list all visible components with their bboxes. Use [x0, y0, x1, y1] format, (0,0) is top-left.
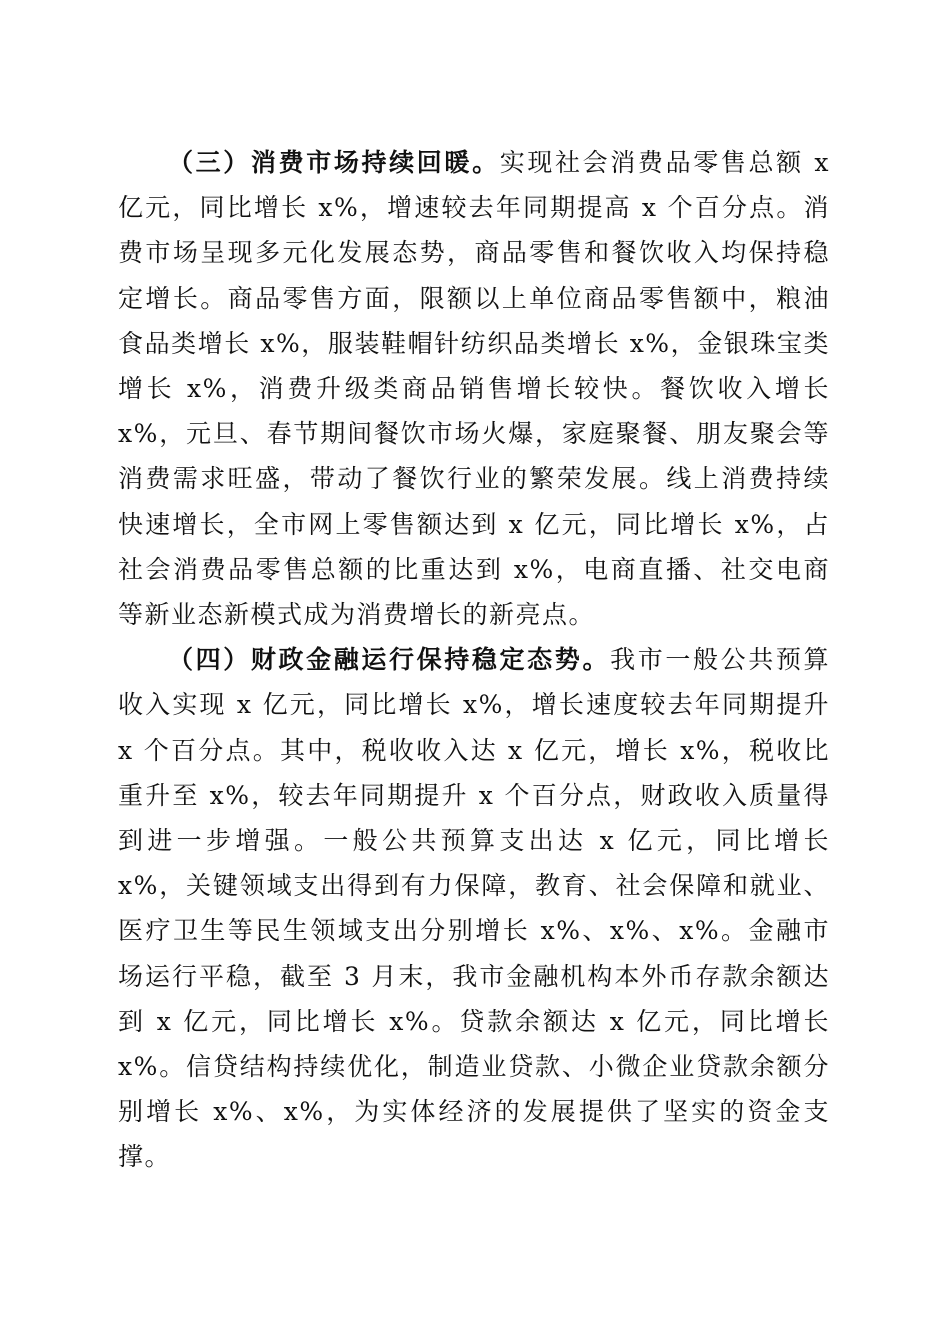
section-heading-fiscal-finance: （四）财政金融运行保持稳定态势。: [168, 645, 611, 675]
paragraph-consumer-market: [118, 140, 830, 637]
section-heading-consumer-market: （三）消费市场持续回暖。: [168, 148, 500, 177]
paragraph-body-fiscal-finance: 我市一般公共预算收入实现 x 亿元，同比增长 x%，增长速度较去年同期提升 x 个百分点。其中，税收收入达 x 亿元，增长 x%，税收比重升至 x%，较去年同期提升 x 个百分点，财政收入质量得到进一步增强。一般公共预算支出达 x 亿元，同比增长 x%，关键领域支出得到有力保障，教育、社会保障和就业、医疗卫生等民生领域支出分别增长 x%、x%、x%。金融市场运行平稳，截至 3 月末，我市金融机构本外币存款余额达到 x 亿元，同比增长 x%。贷款余额达 x 亿元，同比增长 x%。信贷结构持续优化，制造业贷款、小微企业贷款余额分别增长 x%、x%，为实体经济的发展提供了坚实的资金支撑。: [118, 645, 830, 1172]
paragraph-body-consumer-market: 实现社会消费品零售总额 x 亿元，同比增长 x%，增速较去年同期提高 x 个百分点。消费市场呈现多元化发展态势，商品零售和餐饮收入均保持稳定增长。商品零售方面，限额以上单位商品零售额中，粮油食品类增长 x%，服装鞋帽针纺织品类增长 x%，金银珠宝类增长 x%，消费升级类商品销售增长较快。餐饮收入增长 x%，元旦、春节期间餐饮市场火爆，家庭聚餐、朋友聚会等消费需求旺盛，带动了餐饮行业的繁荣发展。线上消费持续快速增长，全市网上零售额达到 x 亿元，同比增长 x%，占社会消费品零售总额的比重达到 x%，电商直播、社交电商等新业态新模式成为消费增长的新亮点。: [118, 148, 830, 630]
document-page: [118, 140, 830, 1180]
paragraph-fiscal-finance: [118, 637, 830, 1179]
